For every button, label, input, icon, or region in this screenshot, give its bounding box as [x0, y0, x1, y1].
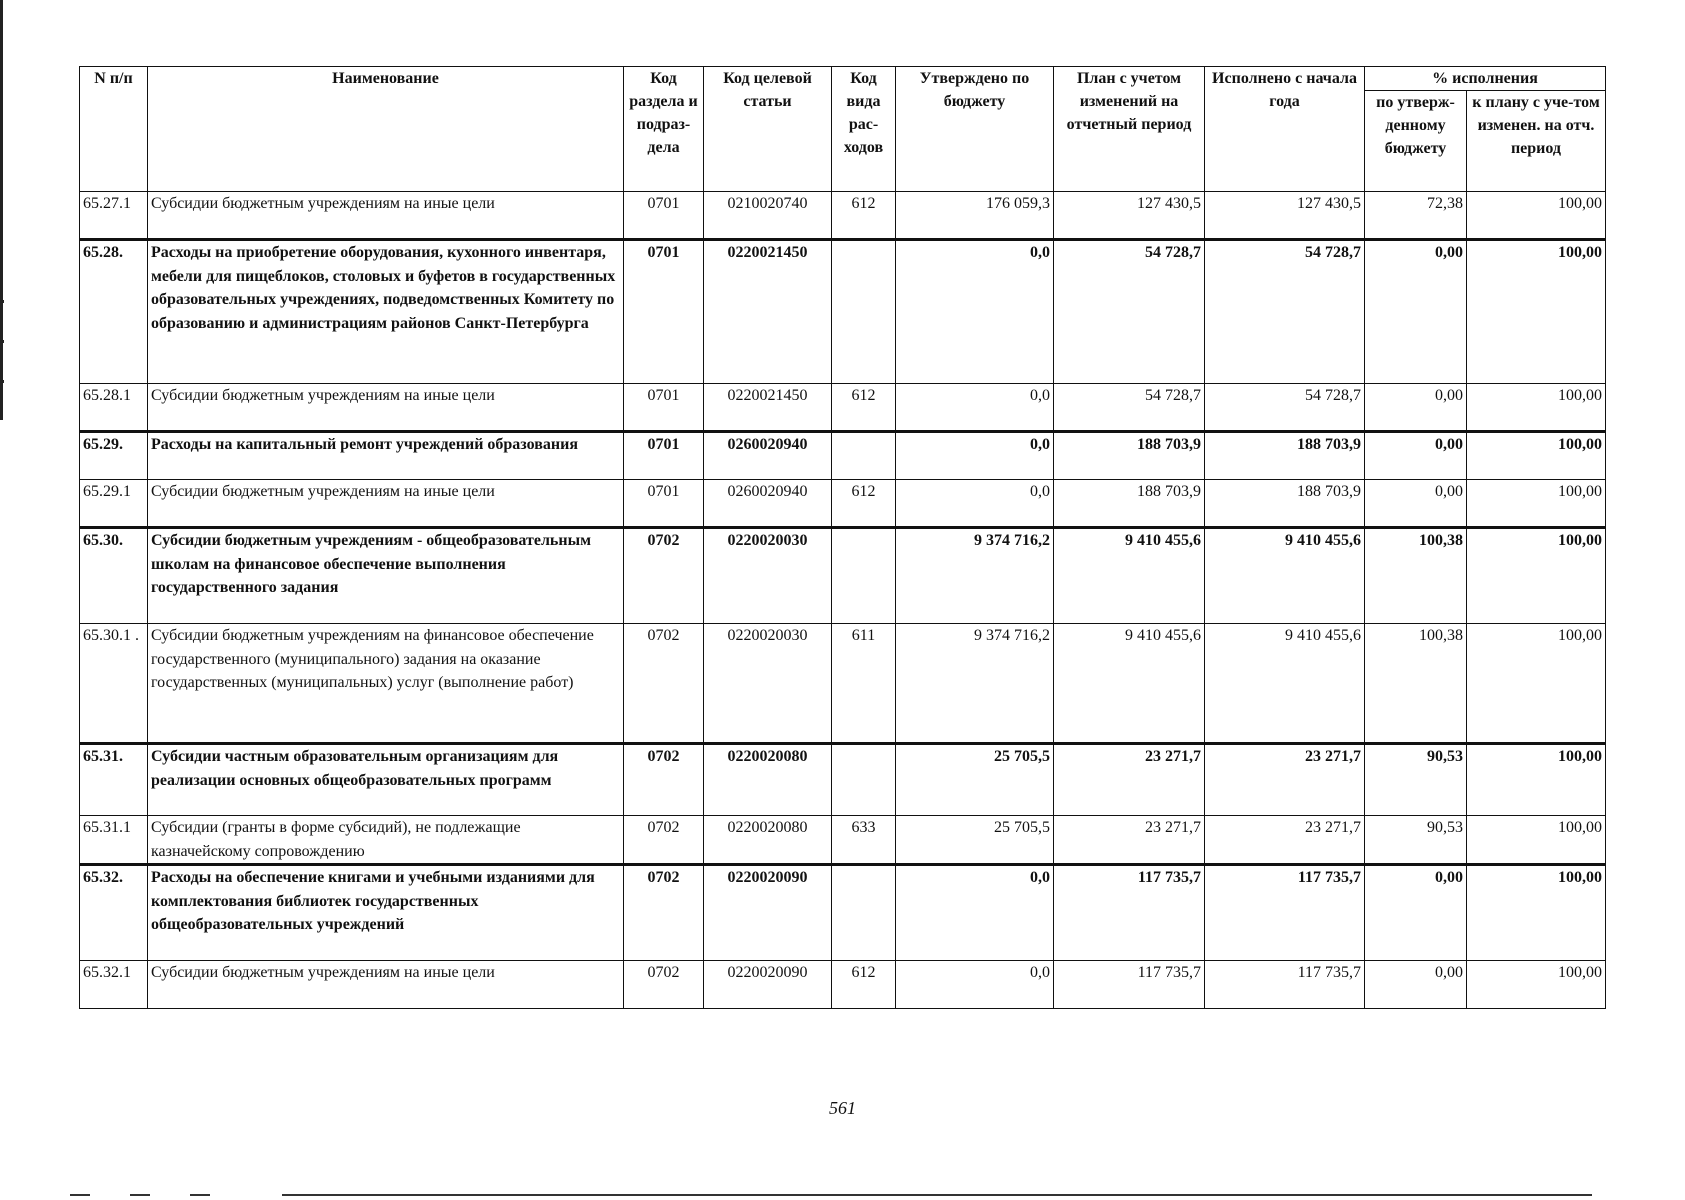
row-pct-plan: 100,00 — [1467, 816, 1606, 865]
row-plan: 9 410 455,6 — [1054, 624, 1205, 744]
row-approved: 0,0 — [896, 432, 1054, 480]
row-section-code: 0701 — [624, 384, 704, 432]
row-num: 65.28. — [80, 240, 148, 384]
scan-bottom-marks — [70, 1194, 230, 1196]
row-name: Расходы на обеспечение книгами и учебными изданиями для комплектования библиотек государственных общеобразовательных учреждений — [148, 865, 624, 961]
row-pct-plan: 100,00 — [1467, 192, 1606, 240]
row-name: Субсидии частным образовательным организациям для реализации основных общеобразовательных программ — [148, 744, 624, 816]
row-section-code: 0702 — [624, 865, 704, 961]
table-row — [80, 816, 1606, 865]
row-name: Расходы на приобретение оборудования, кухонного инвентаря, мебели для пищеблоков, столовых и буфетов в государственных образовательных учреждениях, подведомственных Комитету по образованию и администрациям районов Санкт-Петербурга — [148, 240, 624, 384]
row-executed: 9 410 455,6 — [1205, 528, 1365, 624]
table-row — [80, 865, 1606, 961]
table-row — [80, 624, 1606, 744]
row-name: Субсидии бюджетным учреждениям на иные цели — [148, 961, 624, 1009]
header-pct-plan: к плану с уче-том изменен. на отч. период — [1467, 91, 1606, 192]
row-executed: 23 271,7 — [1205, 744, 1365, 816]
row-expense-code — [832, 432, 896, 480]
row-pct-plan: 100,00 — [1467, 384, 1606, 432]
header-pct-budget: по утверж-денному бюджету — [1365, 91, 1467, 192]
row-pct-budget: 0,00 — [1365, 961, 1467, 1009]
row-name: Субсидии бюджетным учреждениям на финансовое обеспечение государственного (муниципального) задания на оказание государственных (муниципальных) услуг (выполнение работ) — [148, 624, 624, 744]
row-target-code: 0260020940 — [704, 432, 832, 480]
row-pct-budget: 0,00 — [1365, 240, 1467, 384]
row-plan: 23 271,7 — [1054, 816, 1205, 865]
row-target-code: 0220020080 — [704, 816, 832, 865]
row-plan: 23 271,7 — [1054, 744, 1205, 816]
table-row — [80, 480, 1606, 528]
row-section-code: 0702 — [624, 624, 704, 744]
row-pct-budget: 90,53 — [1365, 816, 1467, 865]
header-plan: План с учетом изменений на отчетный период — [1054, 67, 1205, 192]
row-executed: 9 410 455,6 — [1205, 624, 1365, 744]
row-approved: 0,0 — [896, 865, 1054, 961]
row-target-code: 0210020740 — [704, 192, 832, 240]
page-number: 561 — [829, 1098, 856, 1118]
header-num: N п/п — [80, 67, 148, 192]
row-pct-plan: 100,00 — [1467, 961, 1606, 1009]
row-name: Субсидии бюджетным учреждениям - общеобразовательным школам на финансовое обеспечение выполнения государственного задания — [148, 528, 624, 624]
row-pct-plan: 100,00 — [1467, 432, 1606, 480]
row-expense-code: 612 — [832, 384, 896, 432]
row-approved: 9 374 716,2 — [896, 624, 1054, 744]
row-executed: 23 271,7 — [1205, 816, 1365, 865]
row-expense-code — [832, 744, 896, 816]
row-pct-budget: 100,38 — [1365, 528, 1467, 624]
row-target-code: 0220020090 — [704, 865, 832, 961]
row-executed: 127 430,5 — [1205, 192, 1365, 240]
row-pct-budget: 100,38 — [1365, 624, 1467, 744]
row-plan: 117 735,7 — [1054, 961, 1205, 1009]
table-body — [80, 192, 1606, 1009]
header-expense-code: Код вида рас-ходов — [832, 67, 896, 192]
row-plan: 9 410 455,6 — [1054, 528, 1205, 624]
row-plan: 188 703,9 — [1054, 480, 1205, 528]
row-pct-budget: 90,53 — [1365, 744, 1467, 816]
row-approved: 0,0 — [896, 240, 1054, 384]
row-expense-code — [832, 528, 896, 624]
row-section-code: 0702 — [624, 744, 704, 816]
row-section-code: 0701 — [624, 480, 704, 528]
row-section-code: 0701 — [624, 432, 704, 480]
row-pct-plan: 100,00 — [1467, 865, 1606, 961]
row-num: 65.27.1 — [80, 192, 148, 240]
row-pct-plan: 100,00 — [1467, 744, 1606, 816]
row-name: Субсидии бюджетным учреждениям на иные цели — [148, 384, 624, 432]
row-executed: 117 735,7 — [1205, 961, 1365, 1009]
row-pct-budget: 0,00 — [1365, 865, 1467, 961]
row-expense-code: 612 — [832, 480, 896, 528]
row-approved: 0,0 — [896, 961, 1054, 1009]
header-target-code: Код целевой статьи — [704, 67, 832, 192]
row-name: Субсидии (гранты в форме субсидий), не подлежащие казначейскому сопровождению — [148, 816, 624, 865]
row-expense-code — [832, 865, 896, 961]
table-row — [80, 432, 1606, 480]
row-plan: 54 728,7 — [1054, 384, 1205, 432]
header-pct-group: % исполнения — [1365, 67, 1606, 91]
row-executed: 54 728,7 — [1205, 240, 1365, 384]
row-target-code: 0260020940 — [704, 480, 832, 528]
row-name: Расходы на капитальный ремонт учреждений образования — [148, 432, 624, 480]
row-pct-budget: 0,00 — [1365, 384, 1467, 432]
row-section-code: 0701 — [624, 240, 704, 384]
table-row — [80, 744, 1606, 816]
row-approved: 176 059,3 — [896, 192, 1054, 240]
row-plan: 188 703,9 — [1054, 432, 1205, 480]
scan-bottom-rule — [282, 1194, 1592, 1196]
row-executed: 188 703,9 — [1205, 480, 1365, 528]
row-target-code: 0220020030 — [704, 528, 832, 624]
scan-edge-mark — [0, 300, 4, 303]
row-executed: 54 728,7 — [1205, 384, 1365, 432]
row-approved: 25 705,5 — [896, 816, 1054, 865]
table-row — [80, 192, 1606, 240]
header-section-code: Код раздела и подраз-дела — [624, 67, 704, 192]
row-expense-code — [832, 240, 896, 384]
scan-edge-mark — [0, 380, 4, 383]
row-approved: 25 705,5 — [896, 744, 1054, 816]
row-num: 65.30. — [80, 528, 148, 624]
row-section-code: 0702 — [624, 528, 704, 624]
row-pct-plan: 100,00 — [1467, 480, 1606, 528]
row-num: 65.31. — [80, 744, 148, 816]
row-expense-code: 612 — [832, 961, 896, 1009]
scan-left-edge — [0, 0, 3, 420]
table-row — [80, 528, 1606, 624]
row-executed: 188 703,9 — [1205, 432, 1365, 480]
row-num: 65.32.1 — [80, 961, 148, 1009]
row-pct-budget: 72,38 — [1365, 192, 1467, 240]
row-plan: 54 728,7 — [1054, 240, 1205, 384]
row-plan: 127 430,5 — [1054, 192, 1205, 240]
row-section-code: 0701 — [624, 192, 704, 240]
budget-execution-table — [79, 66, 1606, 1009]
header-executed: Исполнено с начала года — [1205, 67, 1365, 192]
row-name: Субсидии бюджетным учреждениям на иные цели — [148, 192, 624, 240]
row-approved: 0,0 — [896, 384, 1054, 432]
row-section-code: 0702 — [624, 961, 704, 1009]
row-num: 65.30.1 . — [80, 624, 148, 744]
row-executed: 117 735,7 — [1205, 865, 1365, 961]
row-target-code: 0220020080 — [704, 744, 832, 816]
table-row — [80, 240, 1606, 384]
row-num: 65.29.1 — [80, 480, 148, 528]
row-target-code: 0220020030 — [704, 624, 832, 744]
row-num: 65.32. — [80, 865, 148, 961]
row-target-code: 0220021450 — [704, 384, 832, 432]
row-pct-plan: 100,00 — [1467, 240, 1606, 384]
table-row — [80, 961, 1606, 1009]
row-num: 65.28.1 — [80, 384, 148, 432]
header-name: Наименование — [148, 67, 624, 192]
scan-edge-mark — [0, 340, 4, 343]
row-pct-plan: 100,00 — [1467, 528, 1606, 624]
row-pct-plan: 100,00 — [1467, 624, 1606, 744]
row-plan: 117 735,7 — [1054, 865, 1205, 961]
row-expense-code: 612 — [832, 192, 896, 240]
row-num: 65.31.1 — [80, 816, 148, 865]
row-expense-code: 611 — [832, 624, 896, 744]
row-target-code: 0220020090 — [704, 961, 832, 1009]
row-approved: 9 374 716,2 — [896, 528, 1054, 624]
row-expense-code: 633 — [832, 816, 896, 865]
header-approved: Утверждено по бюджету — [896, 67, 1054, 192]
row-pct-budget: 0,00 — [1365, 480, 1467, 528]
row-target-code: 0220021450 — [704, 240, 832, 384]
row-name: Субсидии бюджетным учреждениям на иные цели — [148, 480, 624, 528]
row-pct-budget: 0,00 — [1365, 432, 1467, 480]
row-section-code: 0702 — [624, 816, 704, 865]
table-row — [80, 384, 1606, 432]
row-approved: 0,0 — [896, 480, 1054, 528]
row-num: 65.29. — [80, 432, 148, 480]
